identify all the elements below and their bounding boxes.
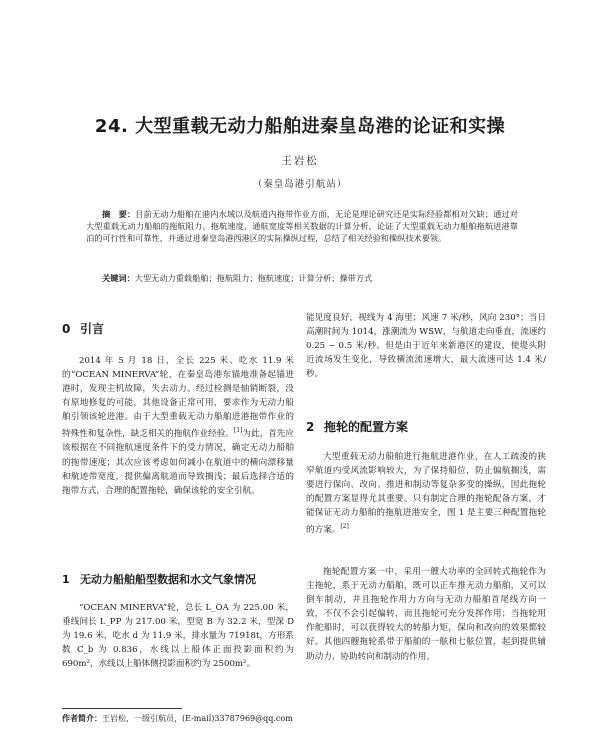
section-heading-intro	[62, 320, 104, 337]
footnote-text: 王岩松，一级引航员，(E-mail)33787969@qq.com	[102, 714, 293, 723]
tug-config-paragraph-2: 拖轮配置方案一中，采用一艘大功率的全回转式拖轮作为主拖轮，系于无动力船舶，既可以正车推无动力船舶，又可以倒车制动，并且拖轮作用力方向与无动力船舶首尾线方向一致，不仅不会引起偏转，而且拖轮可充分发挥作用；当拖轮用作舵船时，可以获得较大的转船力矩，保向和改向的效果都较好。其他四艘拖轮系带于船舶的一舷和七舷位置，起到提供辅助动力、协助转向和制动的作用。	[306, 567, 546, 662]
tug-config-paragraph-1	[306, 450, 546, 537]
hydro-paragraph: 能见度良好，视线为 4 海里；风速 7 米/秒，风向 230°；当日高潮时间为 1014，涨潮流为 WSW，与航道走向垂直，流速约 0.25 ~ 0.5 米/秒。但是由于近年来新港区的建设，使堤头附近流场发生变化，导致横流流速增大，最大流速可达 1.4 米/秒。	[306, 313, 546, 380]
section-heading-2	[306, 418, 408, 435]
intro-text-1: 2014 年 5 月 18 日，全长 225 米、吃水 11.9 米的“OCEAN MINERVA”轮，在秦皇岛港东锚地准备起锚进港时，发现主机故障，失去动力。经过检测是轴销断裂，没有原地修复的可能，其他设备正常可用，要求作为无动力船舶引领该轮进港。由于大型重载无动力船舶进港拖带作业的特殊性和复杂性，缺乏相关的拖航作业经验。	[62, 356, 294, 440]
footnote-rule	[62, 708, 182, 709]
keywords	[86, 272, 518, 284]
keywords-text: 大型无动力重载船舶；拖航阻力；拖航速度；计算分析；操带方式	[134, 273, 373, 283]
section-number: 0	[62, 322, 71, 336]
ship-data-paragraph: “OCEAN MINERVA”轮，总长 L_OA 为 225.00 米，垂线间长 L_PP 为 217.00 米，型宽 B 为 32.2 米，型深 D 为 19.6 米，吃水 d 为 11.9 米，排水量为 71918t，方形系数 C_b 为 0.836，水线以上船体正面投影面积约为 690m²，水线以上船体侧投影面积约为 2500m²。	[62, 603, 294, 670]
author-footnote	[62, 712, 293, 725]
intro-paragraph	[62, 354, 294, 498]
abstract	[86, 208, 518, 245]
section-title: 拖轮的配置方案	[324, 420, 409, 434]
tug-text: 大型重载无动力船舶进行拖航进港作业，在人工疏浚的狭窄航道内受风流影响较大，为了保持船位，防止偏航搁浅，需要进行保向、改向、推进和制动等复杂多变的操纵，因此拖轮的配置方案显得尤其重要。只有制定合理的拖轮配备方案，才能保证无动力船舶的拖航进港安全，图 1 是主要三种配置拖轮的方案。	[306, 452, 546, 536]
citation: [1]	[233, 427, 243, 435]
abstract-text: 目前无动力船舶在港内水域以及航道内拖带作业方面，无论是理论研究还是实际经验都相对欠缺；通过对大型重载无动力船舶的拖航阻力、拖航速度、通航宽度等相关数据的计算分析，论证了大型重载无动力船舶拖航进港靠泊的可行性和可靠性，并通过进秦皇岛港西港区的实际操纵过程，总结了相关经验和操纵技术要领。	[86, 209, 518, 244]
paper-title: 24. 大型重载无动力船舶进秦皇岛港的论证和实操	[94, 116, 506, 137]
abstract-label: 摘 要：	[102, 209, 136, 219]
section-title: 无动力船舶船型数据和水文气象情况	[80, 573, 256, 586]
section-heading-1	[62, 571, 256, 587]
author-name: 王岩松	[281, 155, 319, 167]
citation: [2]	[340, 523, 349, 531]
section-number: 1	[62, 573, 70, 586]
section-title: 引言	[80, 322, 105, 336]
footnote-label: 作者简介：	[62, 713, 102, 723]
keywords-label: 关键词：	[102, 273, 135, 283]
affiliation: （秦皇岛港引航站）	[252, 179, 348, 190]
intro-text-2: 为此，首先应该根据在不同拖航速度条件下的受力情况，确定无动力船舶的拖带速度；其次应该考虑如何减小在航道中的横向漂移量和航迹带宽度，提供偏离航道而导致搁浅；最后选择合适的拖带方式，合理的配置拖轮，确保该轮的安全引航。	[62, 429, 294, 496]
section-number: 2	[306, 420, 315, 434]
